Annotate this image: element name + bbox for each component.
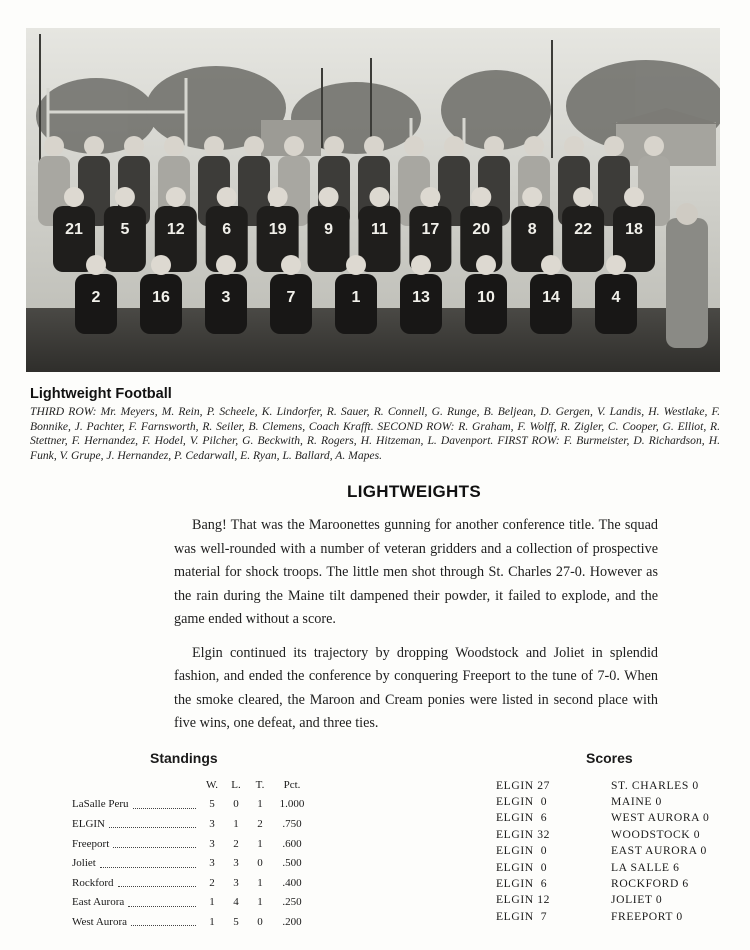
header-wins: W. [205,778,219,791]
header-losses: L. [231,778,241,791]
standings-row [72,912,312,932]
jersey-number: 14 [542,289,560,306]
wins: 1 [209,896,215,909]
elgin-score: ELGIN 6 [496,877,548,891]
standings-row [72,893,312,913]
dot-leader [118,878,196,887]
opponent-score: FREEPORT 0 [611,909,683,923]
standings-header [72,775,312,795]
pct: .250 [282,896,302,909]
jersey-number: 6 [222,221,232,238]
opponent-score: MAINE 0 [611,795,662,809]
jersey-number: 4 [611,289,621,306]
wins: 3 [209,837,215,850]
elgin-score: ELGIN 6 [496,811,548,825]
standings-title: Standings [150,750,218,766]
jersey-number: 9 [324,221,333,238]
jersey-number: 20 [472,221,491,238]
score-row [496,843,741,859]
scores-list [496,777,741,925]
elgin-score: ELGIN 32 [496,827,551,841]
photo-caption-title: Lightweight Football [30,386,172,402]
ties: 2 [257,817,263,830]
opponent-score: LA SALLE 6 [611,860,680,874]
opponent-score: WEST AURORA 0 [611,811,710,825]
opponent-score: EAST AURORA 0 [611,844,707,858]
team-name: East Aurora [72,896,125,909]
elgin-score: ELGIN 0 [496,844,548,858]
jersey-number: 3 [221,289,231,306]
wins: 1 [209,915,215,928]
ties: 1 [257,798,263,811]
score-row [496,826,741,842]
elgin-score: ELGIN 0 [496,795,548,809]
elgin-score: ELGIN 0 [496,860,548,874]
opponent-score: JOLIET 0 [611,893,663,907]
ties: 0 [257,915,263,928]
team-name: Rockford [72,876,114,889]
ties: 1 [257,876,263,889]
wins: 5 [209,798,215,811]
jersey-number: 18 [625,221,643,238]
standings-row [72,834,312,854]
elgin-score: ELGIN 27 [496,778,551,792]
ties: 0 [257,857,263,870]
dot-leader [131,917,196,926]
article-headline: LIGHTWEIGHTS [347,482,481,501]
article-paragraph: Bang! That was the Maroonettes gunning for another conference title. The squad was well-rounded with a number of veteran gridders and a collection of prospective material for shock troops. The little men shot through St. Charles 27-0. However as the rain during the Maine tilt dampened their powder, it failed to explode, and the game ended without a score. [174,517,658,627]
team-name: West Aurora [72,915,128,928]
jersey-number: 7 [286,289,296,306]
score-row [496,859,741,875]
wins: 3 [209,817,215,830]
wins: 2 [209,876,215,889]
jersey-number: 5 [120,221,130,238]
team-photo [26,28,720,372]
losses: 5 [233,915,239,928]
standings-row [72,814,312,834]
score-row [496,908,741,924]
losses: 4 [233,896,239,909]
jersey-number: 8 [527,221,537,238]
photo-caption-roster: THIRD ROW: Mr. Meyers, M. Rein, P. Scheele, K. Lindorfer, R. Sauer, R. Connell, G. Runge, B. Beljean, D. Gergen, V. Landis, H. Westlake, F. Bonnike, J. Pachter, F. Farnsworth, R. Seiler, B. Clemens, Coach Krafft. SECOND ROW: R. Graham, F. Wolff, R. Zigler, C. Cooper, G. Elliot, R. Stettner, F. Hernandez, F. Hodel, V. Pilcher, G. Beckwith, R. Rogers, H. Hitzeman, L. Davenport. FIRST ROW: F. Burmeister, D. Richardson, H. Funk, V. Grupe, J. Hernandez, P. Cedarwall, E. Ryan, L. Ballard, A. Mapes. [30,405,720,462]
pct: .500 [282,857,302,870]
losses: 0 [233,798,239,811]
elgin-score: ELGIN 12 [496,893,551,907]
standings-row [72,873,312,893]
ties: 1 [257,896,263,909]
dot-leader [113,839,196,848]
pct: .200 [282,915,302,928]
jersey-number: 13 [412,289,430,306]
score-row [496,793,741,809]
jersey-number: 12 [166,221,185,238]
standings-row [72,795,312,815]
jersey-number: 22 [574,221,592,238]
standings-table [72,775,312,932]
jersey-number: 10 [477,289,495,306]
jersey-number: 1 [351,289,361,306]
score-row [496,777,741,793]
team-name: Freeport [72,837,110,850]
pct: .750 [282,817,302,830]
dot-leader [128,898,196,907]
team-name: LaSalle Peru [72,798,129,811]
losses: 3 [233,876,239,889]
jersey-number: 11 [370,221,388,238]
opponent-score: WOODSTOCK 0 [611,827,701,841]
elgin-score: ELGIN 7 [496,909,548,923]
dot-leader [109,819,196,828]
losses: 1 [233,817,239,830]
header-ties: T. [255,778,265,791]
losses: 2 [233,837,239,850]
opponent-score: ROCKFORD 6 [611,877,689,891]
score-row [496,810,741,826]
jersey-number: 17 [421,221,440,238]
pct: .600 [282,837,302,850]
header-pct: Pct. [283,778,301,791]
wins: 3 [209,857,215,870]
article-body [174,514,658,746]
jersey-number: 16 [152,289,170,306]
jersey-number: 19 [268,221,287,238]
team-name: ELGIN [72,817,105,830]
jersey-number: 21 [65,221,83,238]
standings-row [72,853,312,873]
ties: 1 [257,837,263,850]
pct: .400 [282,876,302,889]
dot-leader [133,800,196,809]
team-photo-graphic [26,28,720,372]
pct: 1.000 [279,798,305,811]
scores-title: Scores [586,750,633,766]
losses: 3 [233,857,239,870]
team-name: Joliet [72,857,96,870]
score-row [496,875,741,891]
article-paragraph: Elgin continued its trajectory by dropping Woodstock and Joliet in splendid fashion, and ended the conference by conquering Freeport to the tune of 7-0. When the smoke cleared, the Maroon and Cream ponies were listed in second place with five wins, one defeat, and three ties. [174,644,658,731]
jersey-number: 2 [91,289,101,306]
opponent-score: ST. CHARLES 0 [611,778,699,792]
dot-leader [100,859,196,868]
score-row [496,892,741,908]
